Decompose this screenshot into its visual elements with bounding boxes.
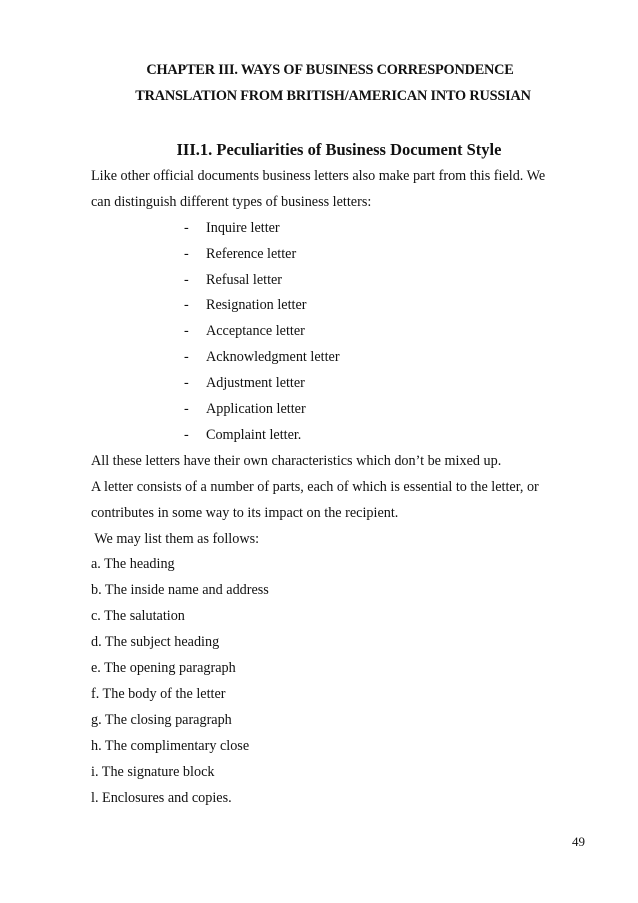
body-line-1: All these letters have their own characteristics which don’t be mixed up. xyxy=(91,453,502,469)
list-item: a. The heading xyxy=(91,556,175,572)
chapter-title-line-2: TRANSLATION FROM BRITISH/AMERICAN INTO RUSSIAN xyxy=(135,88,531,104)
list-bullet: - xyxy=(184,349,189,365)
list-item: d. The subject heading xyxy=(91,634,220,650)
list-item: Refusal letter xyxy=(206,272,283,288)
body-line-3: contributes in some way to its impact on the recipient. xyxy=(91,505,399,521)
intro-line-2: can distinguish different types of business letters: xyxy=(91,194,372,210)
list-item: c. The salutation xyxy=(91,608,185,624)
list-item: e. The opening paragraph xyxy=(91,660,236,676)
list-item: Application letter xyxy=(206,401,306,417)
list-bullet: - xyxy=(184,375,189,391)
list-item: f. The body of the letter xyxy=(91,686,226,702)
chapter-title-line-1: CHAPTER III. WAYS OF BUSINESS CORRESPONDENCE xyxy=(146,62,514,78)
list-item: Adjustment letter xyxy=(206,375,305,391)
list-bullet: - xyxy=(184,272,189,288)
list-bullet: - xyxy=(184,401,189,417)
section-title: III.1. Peculiarities of Business Document Style xyxy=(176,140,502,159)
list-item: g. The closing paragraph xyxy=(91,712,232,728)
list-item: Acknowledgment letter xyxy=(206,349,340,365)
list-item: Resignation letter xyxy=(206,297,307,313)
list-bullet: - xyxy=(184,323,189,339)
list-item: Reference letter xyxy=(206,246,297,262)
list-bullet: - xyxy=(184,246,189,262)
list-item: l. Enclosures and copies. xyxy=(91,790,232,806)
list-item: Complaint letter. xyxy=(206,427,302,443)
list-item: h. The complimentary close xyxy=(91,738,250,754)
page-number: 49 xyxy=(572,834,585,849)
body-line-2: A letter consists of a number of parts, each of which is essential to the letter, or xyxy=(91,479,539,495)
list-item: Inquire letter xyxy=(206,220,280,236)
list-item: b. The inside name and address xyxy=(91,582,269,598)
body-line-4: We may list them as follows: xyxy=(91,531,260,547)
list-item: Acceptance letter xyxy=(206,323,305,339)
list-bullet: - xyxy=(184,427,189,443)
list-bullet: - xyxy=(184,220,189,236)
intro-line-1: Like other official documents business letters also make part from this field. We xyxy=(91,168,546,184)
list-bullet: - xyxy=(184,297,189,313)
list-item: i. The signature block xyxy=(91,764,215,780)
